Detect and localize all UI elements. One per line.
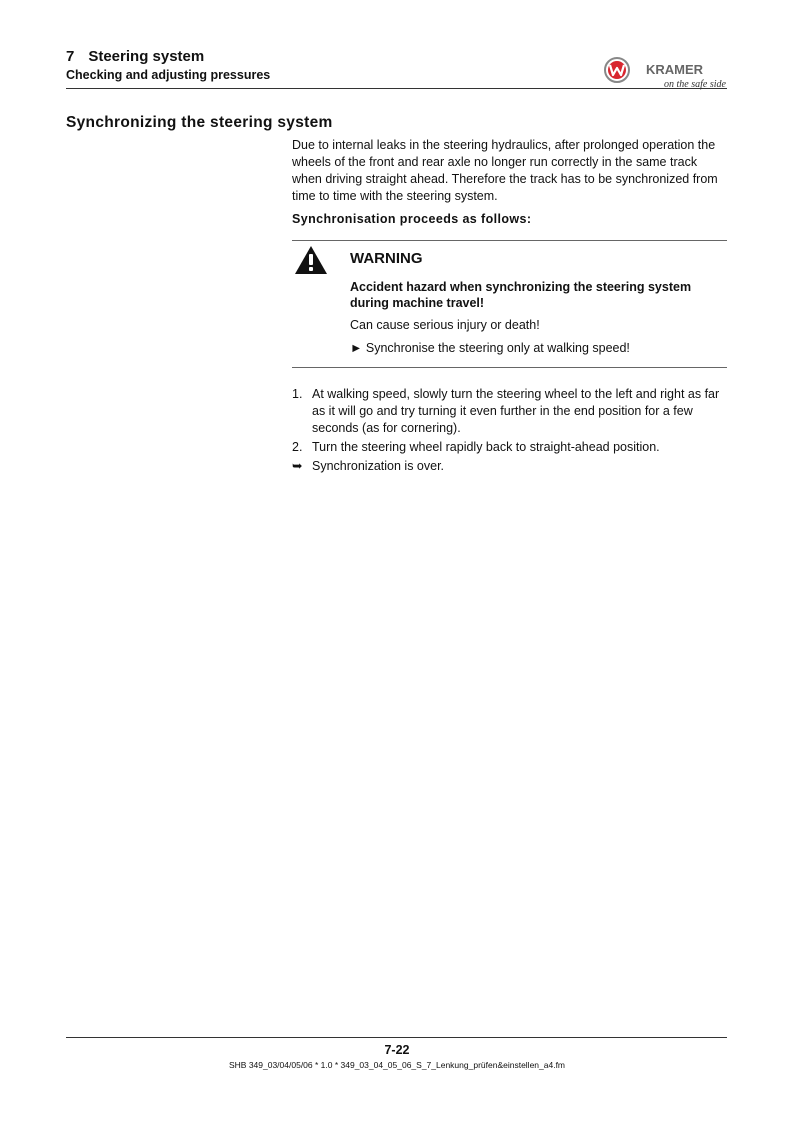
step-text: Synchronization is over. [312, 459, 445, 473]
header-divider [66, 88, 727, 89]
page-number: 7-22 [384, 1043, 410, 1057]
logo-slogan: on the safe side [664, 79, 726, 90]
warning-triangle-icon [294, 245, 328, 275]
step-marker: 2. [292, 440, 303, 454]
warning-action [350, 341, 630, 355]
warning-bottom-divider [292, 367, 727, 368]
warning-top-divider [292, 240, 727, 241]
chapter-number: 7 [66, 48, 75, 65]
result-arrow-icon: ➥ [292, 459, 303, 473]
step-text: At walking speed, slowly turn the steering wheel to the left and right as far as it will go and try turning it even further in the end position for a few seconds (as for cornering). [312, 387, 720, 435]
procedure-lead: Synchronisation proceeds as follows: [292, 212, 532, 226]
logo-brand: KRAMER [646, 62, 704, 77]
kramer-logo [598, 56, 728, 92]
step-text: Turn the steering wheel rapidly back to straight-ahead position. [312, 440, 660, 454]
warning-action-text: Synchronise the steering only at walking speed! [365, 341, 630, 355]
document-id: SHB 349_03/04/05/06 * 1.0 * 349_03_04_05_06_S_7_Lenkung_prüfen&einstellen_a4.fm [228, 1060, 566, 1070]
warning-consequence: Can cause serious injury or death! [350, 318, 540, 332]
chapter-title: Steering system [88, 48, 205, 65]
step-marker: 1. [292, 387, 303, 401]
chapter-heading [66, 48, 204, 65]
section-title: Synchronizing the steering system [66, 114, 333, 131]
action-arrow-icon: ► [350, 341, 363, 355]
warning-title: WARNING [350, 250, 423, 267]
intro-paragraph: Due to internal leaks in the steering hydraulics, after prolonged operation the wheels of the front and rear axle no longer run correctly in the same track when driving straight ahead. Therefore the track has to be synchronized from time to time with the steering system. [292, 138, 718, 203]
footer-divider [66, 1037, 727, 1038]
list-item [292, 386, 732, 437]
page-subtitle: Checking and adjusting pressures [66, 68, 271, 82]
list-item [292, 458, 732, 475]
warning-hazard: Accident hazard when synchronizing the steering system during machine travel! [350, 280, 692, 310]
list-item [292, 439, 732, 456]
procedure-steps [292, 386, 732, 477]
